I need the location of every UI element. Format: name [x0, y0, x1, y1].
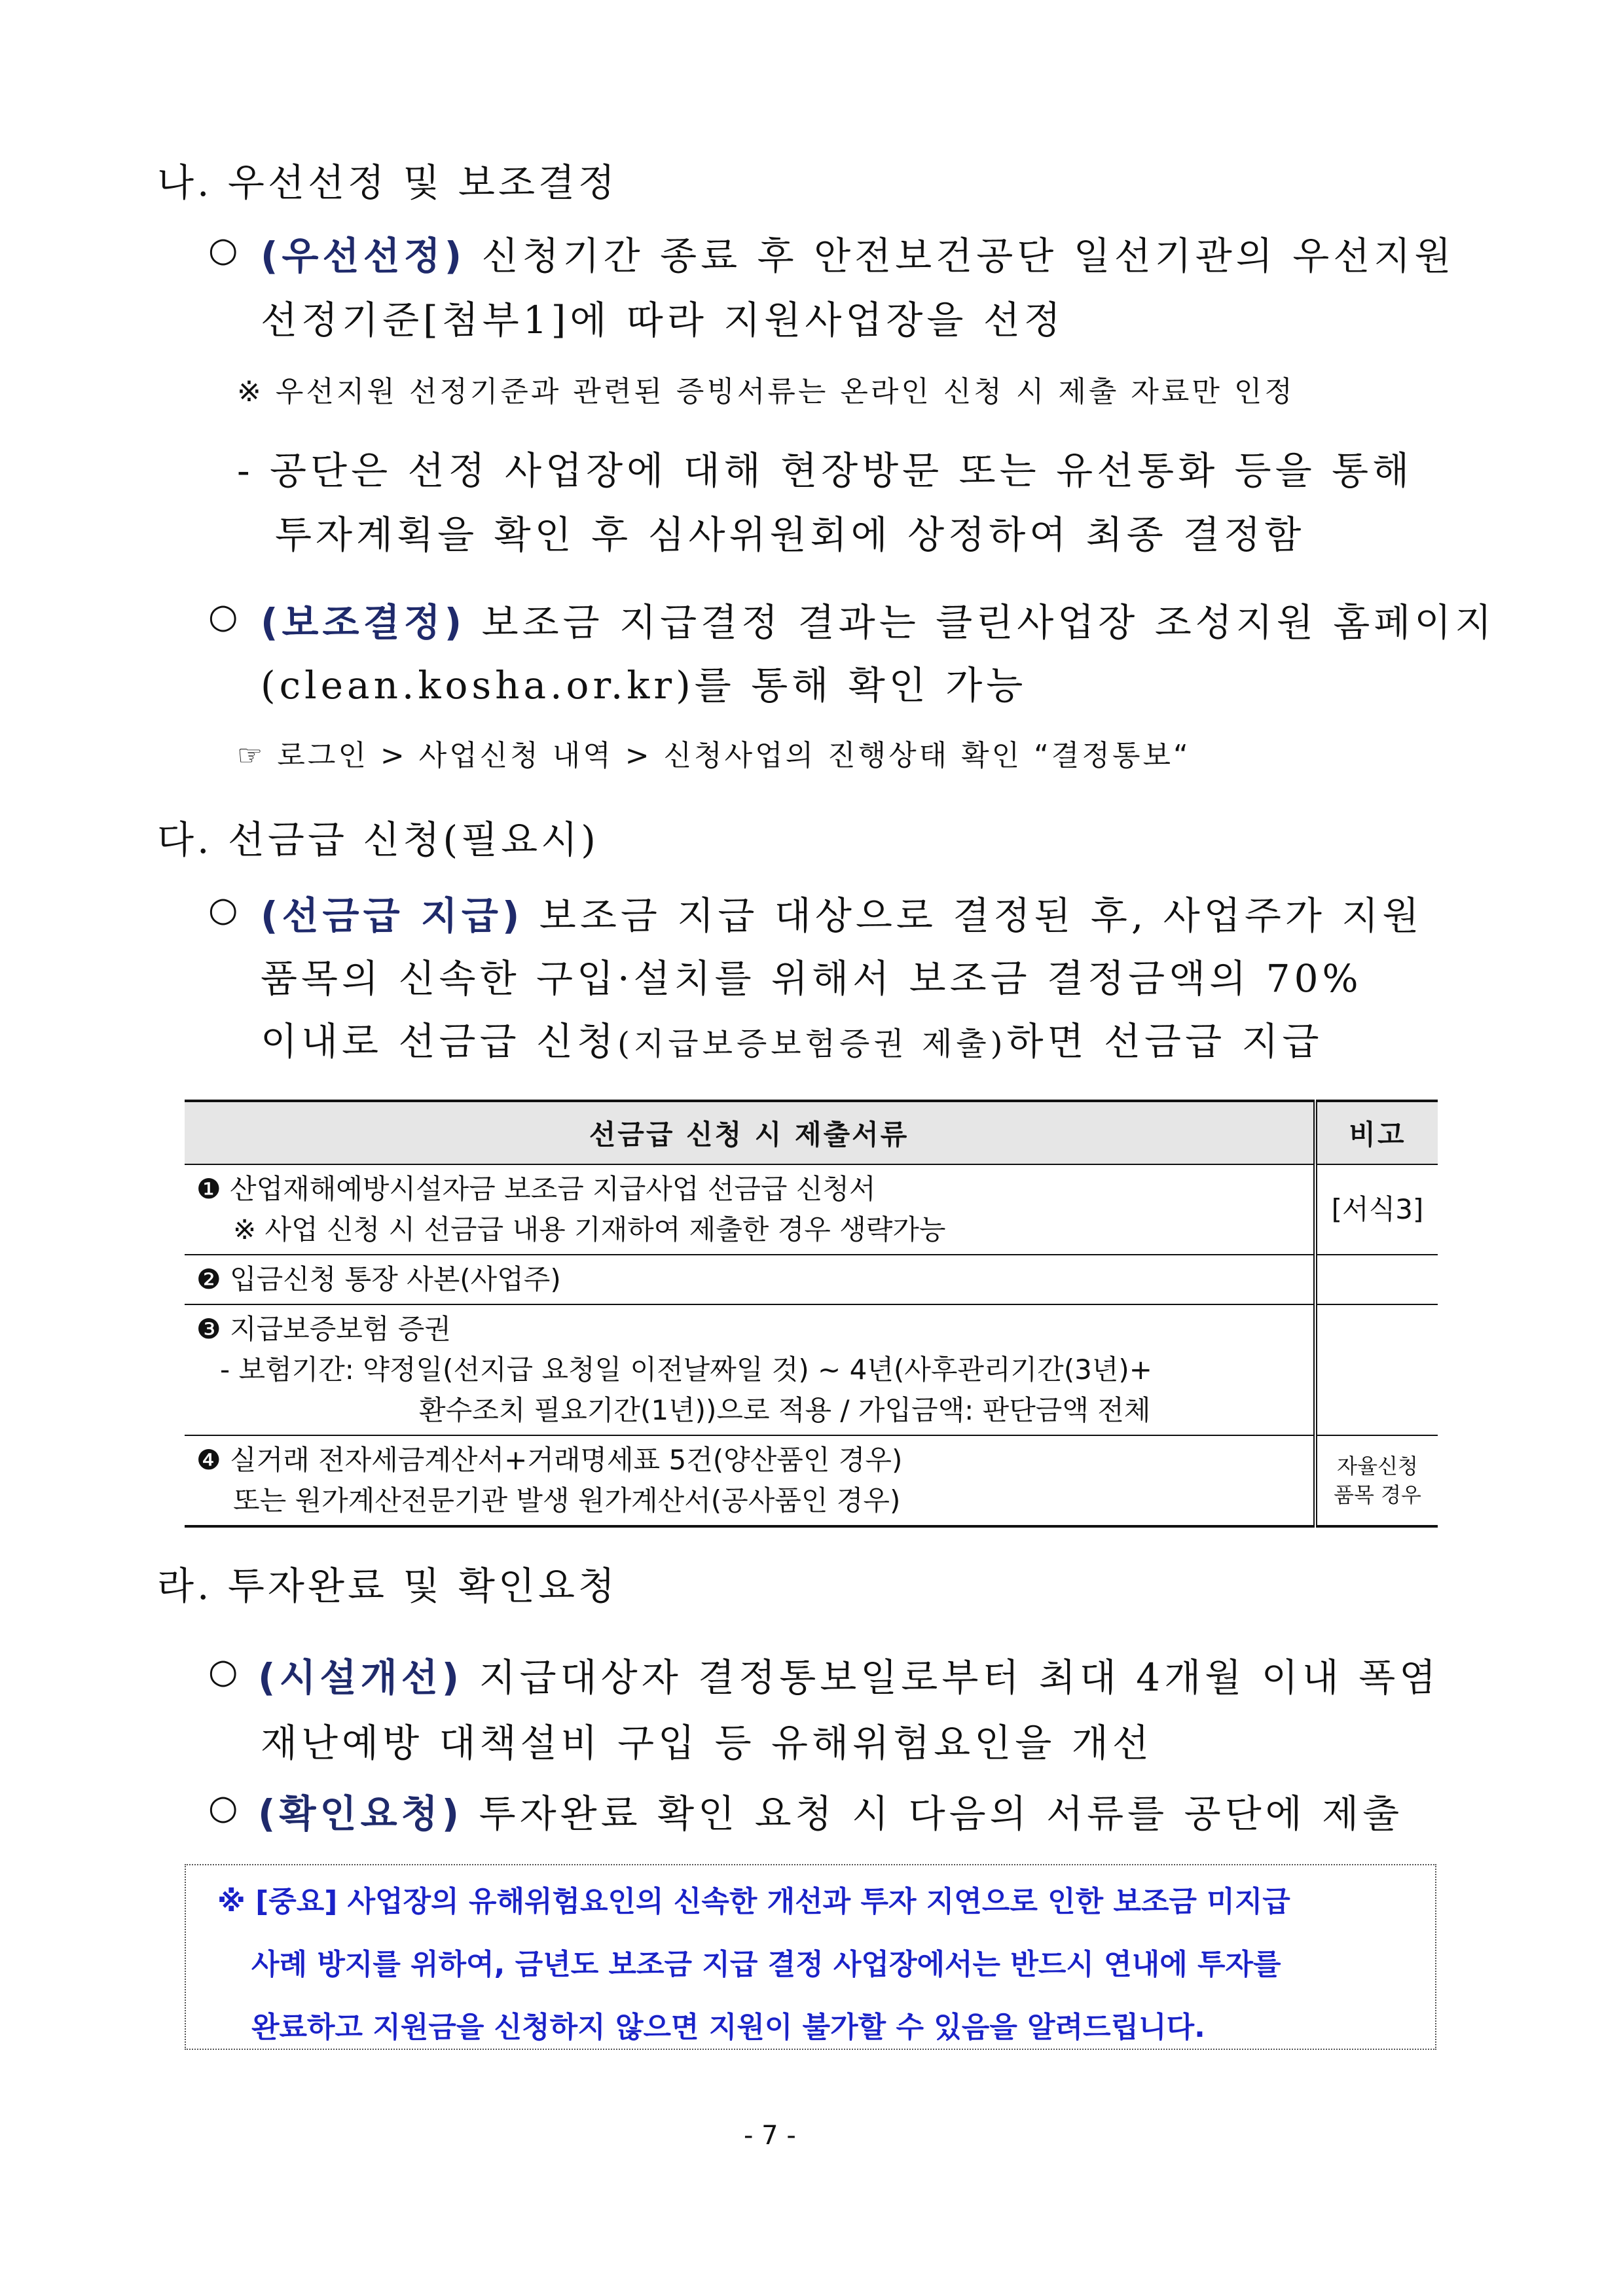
- row2-remark: [1315, 1255, 1438, 1304]
- table-cell-docs: [185, 1255, 1315, 1304]
- decision-tag: (보조결정): [261, 600, 466, 645]
- advance-documents-table: [185, 1100, 1438, 1528]
- priority-tag: (우선선정): [261, 234, 466, 278]
- row3-line1: ❸ 지급보증보험 증권: [196, 1313, 451, 1345]
- table-row: [185, 1255, 1438, 1304]
- bullet-icon: ○: [208, 1788, 238, 1827]
- advance-line-3c: 하면 선금급 지급: [1006, 1019, 1323, 1064]
- bullet-icon: ○: [208, 230, 238, 270]
- row4-line2: 또는 원가계산전문기관 발생 원가계산서(공사품인 경우): [233, 1484, 901, 1516]
- table-row: [185, 1164, 1438, 1255]
- advance-line-1: [261, 885, 1423, 940]
- priority-line-1-text: 신청기간 종료 후 안전보건공단 일선기관의 우선지원: [481, 234, 1455, 278]
- section-heading-ra: 라. 투자완료 및 확인요청: [157, 1564, 619, 1608]
- confirm-line-1-text: 투자완료 확인 요청 시 다음의 서류를 공단에 제출: [479, 1791, 1404, 1836]
- advance-line-3b: (지급보증보험증권 제출): [617, 1026, 1007, 1062]
- advance-line-1-text: 보조금 지급 대상으로 결정된 후, 사업주가 지원: [539, 893, 1423, 938]
- table-header-docs: 선금급 신청 시 제출서류: [185, 1101, 1315, 1164]
- priority-dash-line-1: - 공단은 선정 사업장에 대해 현장방문 또는 유선통화 등을 통해: [237, 448, 1413, 493]
- section-heading-na: 나. 우선선정 및 보조결정: [157, 160, 619, 205]
- row1-line2: ※ 사업 신청 시 선금급 내용 기재하여 제출한 경우 생략가능: [233, 1213, 946, 1246]
- priority-line-1: [261, 225, 1455, 280]
- section-heading-da: 다. 선금급 신청(필요시): [157, 817, 599, 862]
- confirm-tag: (확인요청): [258, 1791, 464, 1836]
- priority-line-2: 선정기준[첨부1]에 따라 지원사업장을 선정: [261, 298, 1065, 342]
- decision-line-1: [261, 592, 1495, 647]
- table-row: [185, 1304, 1438, 1435]
- row3-line2: - 보험기간: 약정일(선지급 요청일 이전날짜일 것) ~ 4년(사후관리기간(3년)+: [220, 1354, 1152, 1386]
- bullet-icon: ○: [208, 597, 238, 636]
- row2-line1: ❷ 입금신청 통장 사본(사업주): [196, 1263, 561, 1295]
- improve-line-2: 재난예방 대책설비 구입 등 유해위험요인을 개선: [261, 1721, 1153, 1765]
- decision-line-2: (clean.kosha.or.kr)를 통해 확인 가능: [261, 663, 1027, 708]
- row4-line1: ❹ 실거래 전자세금계산서+거래명세표 5건(양산품인 경우): [196, 1444, 903, 1476]
- priority-note: ※ 우선지원 선정기준과 관련된 증빙서류는 온라인 신청 시 제출 자료만 인정: [237, 375, 1295, 408]
- priority-dash-line-2: 투자계획을 확인 후 심사위원회에 상정하여 최종 결정함: [275, 512, 1305, 557]
- table-cell-docs: [185, 1435, 1315, 1526]
- bullet-icon: ○: [208, 890, 238, 929]
- important-notice-box: [185, 1864, 1436, 2050]
- table-header-row: [185, 1101, 1438, 1164]
- row4-remark: [1315, 1435, 1438, 1526]
- notice-line-1: ※ [중요] 사업장의 유해위험요인의 신속한 개선과 투자 지연으로 인한 보조금 미지급: [217, 1885, 1290, 1918]
- table-row: [185, 1435, 1438, 1526]
- improve-tag: (시설개선): [258, 1655, 464, 1700]
- row1-line1: ❶ 산업재해예방시설자금 보조금 지급사업 선금급 신청서: [196, 1173, 876, 1205]
- advance-line-2: 품목의 신속한 구입·설치를 위해서 보조금 결정금액의 70%: [261, 956, 1362, 1001]
- advance-line-3: [261, 1011, 1323, 1066]
- row4-remark-line1: 자율신청: [1337, 1454, 1418, 1479]
- row3-line3: 환수조치 필요기간(1년))으로 적용 / 가입금액: 판단금액 전체: [419, 1394, 1151, 1426]
- table-cell-docs: [185, 1164, 1315, 1255]
- table-header-remark: 비고: [1315, 1101, 1438, 1164]
- row3-remark: [1315, 1304, 1438, 1435]
- confirm-line-1: [258, 1783, 1403, 1838]
- advance-tag: (선금급 지급): [261, 893, 524, 938]
- improve-line-1-text: 지급대상자 결정통보일로부터 최대 4개월 이내 폭염: [479, 1655, 1440, 1700]
- notice-line-2: 사례 방지를 위하여, 금년도 보조금 지급 결정 사업장에서는 반드시 연내에 투자를: [251, 1948, 1281, 1981]
- advance-line-3a: 이내로 선금급 신청: [261, 1019, 618, 1064]
- page-number: - 7 -: [744, 2121, 796, 2151]
- row4-remark-line2: 품목 경우: [1334, 1482, 1421, 1507]
- notice-line-3: 완료하고 지원금을 신청하지 않으면 지원이 불가할 수 있음을 알려드립니다.: [251, 2011, 1205, 2044]
- improve-line-1: [258, 1647, 1440, 1702]
- decision-hint: ☞ 로그인 > 사업신청 내역 > 신청사업의 진행상태 확인 “결정통보“: [237, 739, 1191, 772]
- bullet-icon: ○: [208, 1652, 238, 1691]
- table-cell-docs: [185, 1304, 1315, 1435]
- decision-line-1-text: 보조금 지급결정 결과는 클린사업장 조성지원 홈페이지: [481, 600, 1496, 645]
- row1-remark: [서식3]: [1315, 1164, 1438, 1255]
